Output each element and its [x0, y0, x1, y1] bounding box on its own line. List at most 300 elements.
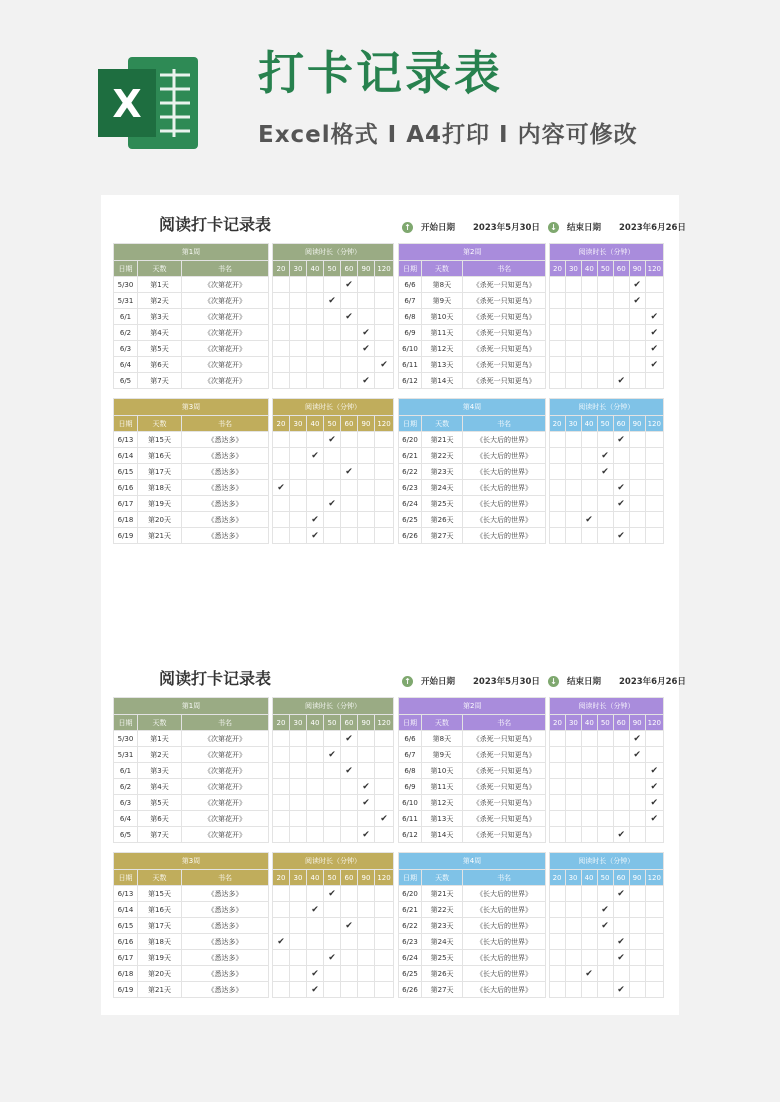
duration-cell[interactable] [358, 277, 375, 293]
duration-cell[interactable] [290, 341, 307, 357]
duration-cell[interactable] [290, 357, 307, 373]
duration-cell[interactable] [358, 432, 375, 448]
duration-cell[interactable] [581, 763, 597, 779]
duration-cell[interactable] [273, 886, 290, 902]
duration-cell[interactable] [307, 918, 324, 934]
duration-cell[interactable] [341, 512, 358, 528]
duration-cell[interactable] [290, 277, 307, 293]
duration-cell[interactable] [307, 950, 324, 966]
duration-cell[interactable] [597, 763, 613, 779]
duration-cell[interactable] [565, 763, 581, 779]
check-mark-icon[interactable]: ✔ [358, 779, 375, 795]
duration-cell[interactable] [613, 747, 629, 763]
duration-cell[interactable] [307, 309, 324, 325]
duration-cell[interactable] [645, 918, 663, 934]
check-mark-icon[interactable]: ✔ [581, 512, 597, 528]
duration-cell[interactable] [290, 464, 307, 480]
check-mark-icon[interactable]: ✔ [629, 293, 645, 309]
duration-cell[interactable] [375, 512, 394, 528]
duration-cell[interactable] [341, 886, 358, 902]
duration-cell[interactable] [358, 950, 375, 966]
duration-cell[interactable] [629, 827, 645, 843]
duration-cell[interactable] [375, 779, 394, 795]
duration-cell[interactable] [565, 966, 581, 982]
duration-cell[interactable] [341, 480, 358, 496]
duration-cell[interactable] [290, 373, 307, 389]
duration-cell[interactable] [581, 325, 597, 341]
duration-cell[interactable] [307, 464, 324, 480]
duration-cell[interactable] [341, 902, 358, 918]
duration-cell[interactable] [550, 763, 566, 779]
check-mark-icon[interactable]: ✔ [645, 341, 663, 357]
duration-cell[interactable] [341, 795, 358, 811]
duration-cell[interactable] [341, 950, 358, 966]
check-mark-icon[interactable]: ✔ [324, 293, 341, 309]
check-mark-icon[interactable]: ✔ [629, 277, 645, 293]
duration-cell[interactable] [307, 373, 324, 389]
duration-cell[interactable] [307, 795, 324, 811]
duration-cell[interactable] [273, 795, 290, 811]
duration-cell[interactable] [581, 779, 597, 795]
duration-cell[interactable] [375, 432, 394, 448]
duration-cell[interactable] [550, 325, 566, 341]
duration-cell[interactable] [629, 325, 645, 341]
duration-cell[interactable] [629, 966, 645, 982]
duration-cell[interactable] [290, 325, 307, 341]
duration-cell[interactable] [645, 731, 663, 747]
duration-cell[interactable] [597, 747, 613, 763]
check-mark-icon[interactable]: ✔ [581, 966, 597, 982]
check-mark-icon[interactable]: ✔ [613, 480, 629, 496]
check-mark-icon[interactable]: ✔ [645, 325, 663, 341]
duration-cell[interactable] [549, 464, 565, 480]
duration-cell[interactable] [565, 982, 581, 998]
check-mark-icon[interactable]: ✔ [307, 982, 324, 998]
duration-cell[interactable] [645, 277, 663, 293]
duration-cell[interactable] [341, 827, 358, 843]
duration-cell[interactable] [549, 886, 565, 902]
duration-cell[interactable] [581, 811, 597, 827]
duration-cell[interactable] [613, 357, 629, 373]
duration-cell[interactable] [613, 795, 629, 811]
duration-cell[interactable] [358, 309, 375, 325]
duration-cell[interactable] [549, 512, 565, 528]
duration-cell[interactable] [375, 464, 394, 480]
duration-cell[interactable] [273, 528, 290, 544]
duration-cell[interactable] [597, 966, 613, 982]
duration-cell[interactable] [613, 464, 629, 480]
duration-cell[interactable] [613, 341, 629, 357]
duration-cell[interactable] [375, 528, 394, 544]
check-mark-icon[interactable]: ✔ [613, 827, 629, 843]
duration-cell[interactable] [324, 795, 341, 811]
duration-cell[interactable] [597, 277, 613, 293]
duration-cell[interactable] [273, 309, 290, 325]
duration-cell[interactable] [290, 293, 307, 309]
duration-cell[interactable] [375, 747, 394, 763]
check-mark-icon[interactable]: ✔ [341, 309, 358, 325]
duration-cell[interactable] [629, 902, 645, 918]
duration-cell[interactable] [341, 448, 358, 464]
duration-cell[interactable] [645, 373, 663, 389]
duration-cell[interactable] [613, 731, 629, 747]
duration-cell[interactable] [375, 950, 394, 966]
duration-cell[interactable] [273, 966, 290, 982]
duration-cell[interactable] [290, 512, 307, 528]
duration-cell[interactable] [613, 448, 629, 464]
duration-cell[interactable] [290, 950, 307, 966]
duration-cell[interactable] [307, 811, 324, 827]
duration-cell[interactable] [597, 811, 613, 827]
duration-cell[interactable] [358, 902, 375, 918]
duration-cell[interactable] [549, 496, 565, 512]
duration-cell[interactable] [290, 528, 307, 544]
duration-cell[interactable] [645, 827, 663, 843]
duration-cell[interactable] [375, 902, 394, 918]
duration-cell[interactable] [307, 432, 324, 448]
duration-cell[interactable] [375, 293, 394, 309]
check-mark-icon[interactable]: ✔ [307, 902, 324, 918]
duration-cell[interactable] [550, 795, 566, 811]
duration-cell[interactable] [645, 512, 663, 528]
duration-cell[interactable] [273, 448, 290, 464]
duration-cell[interactable] [581, 448, 597, 464]
duration-cell[interactable] [307, 293, 324, 309]
duration-cell[interactable] [324, 934, 341, 950]
duration-cell[interactable] [324, 811, 341, 827]
check-mark-icon[interactable]: ✔ [324, 496, 341, 512]
duration-cell[interactable] [273, 747, 290, 763]
duration-cell[interactable] [358, 763, 375, 779]
duration-cell[interactable] [565, 496, 581, 512]
duration-cell[interactable] [375, 309, 394, 325]
duration-cell[interactable] [324, 528, 341, 544]
check-mark-icon[interactable]: ✔ [341, 918, 358, 934]
duration-cell[interactable] [597, 293, 613, 309]
duration-cell[interactable] [549, 902, 565, 918]
duration-cell[interactable] [629, 357, 645, 373]
duration-cell[interactable] [324, 763, 341, 779]
duration-cell[interactable] [613, 779, 629, 795]
duration-cell[interactable] [565, 464, 581, 480]
check-mark-icon[interactable]: ✔ [597, 902, 613, 918]
duration-cell[interactable] [290, 827, 307, 843]
duration-cell[interactable] [629, 934, 645, 950]
check-mark-icon[interactable]: ✔ [307, 512, 324, 528]
duration-cell[interactable] [375, 886, 394, 902]
duration-cell[interactable] [629, 496, 645, 512]
duration-cell[interactable] [629, 373, 645, 389]
duration-cell[interactable] [629, 448, 645, 464]
duration-cell[interactable] [290, 480, 307, 496]
duration-cell[interactable] [324, 731, 341, 747]
duration-cell[interactable] [565, 277, 581, 293]
duration-cell[interactable] [581, 373, 597, 389]
duration-cell[interactable] [550, 747, 566, 763]
duration-cell[interactable] [290, 309, 307, 325]
check-mark-icon[interactable]: ✔ [645, 309, 663, 325]
check-mark-icon[interactable]: ✔ [645, 811, 663, 827]
duration-cell[interactable] [341, 811, 358, 827]
duration-cell[interactable] [565, 747, 581, 763]
check-mark-icon[interactable]: ✔ [613, 950, 629, 966]
check-mark-icon[interactable]: ✔ [613, 528, 629, 544]
duration-cell[interactable] [581, 982, 597, 998]
check-mark-icon[interactable]: ✔ [375, 811, 394, 827]
duration-cell[interactable] [358, 512, 375, 528]
duration-cell[interactable] [307, 277, 324, 293]
duration-cell[interactable] [324, 982, 341, 998]
duration-cell[interactable] [550, 731, 566, 747]
duration-cell[interactable] [341, 528, 358, 544]
duration-cell[interactable] [613, 918, 629, 934]
duration-cell[interactable] [375, 763, 394, 779]
duration-cell[interactable] [550, 293, 566, 309]
duration-cell[interactable] [273, 902, 290, 918]
duration-cell[interactable] [629, 341, 645, 357]
duration-cell[interactable] [597, 341, 613, 357]
duration-cell[interactable] [581, 293, 597, 309]
duration-cell[interactable] [629, 918, 645, 934]
check-mark-icon[interactable]: ✔ [358, 341, 375, 357]
duration-cell[interactable] [645, 747, 663, 763]
duration-cell[interactable] [273, 512, 290, 528]
duration-cell[interactable] [613, 325, 629, 341]
duration-cell[interactable] [324, 277, 341, 293]
duration-cell[interactable] [549, 480, 565, 496]
duration-cell[interactable] [290, 779, 307, 795]
check-mark-icon[interactable]: ✔ [629, 731, 645, 747]
duration-cell[interactable] [273, 293, 290, 309]
duration-cell[interactable] [629, 811, 645, 827]
duration-cell[interactable] [550, 779, 566, 795]
duration-cell[interactable] [358, 496, 375, 512]
duration-cell[interactable] [358, 811, 375, 827]
duration-cell[interactable] [550, 357, 566, 373]
check-mark-icon[interactable]: ✔ [645, 779, 663, 795]
duration-cell[interactable] [550, 309, 566, 325]
duration-cell[interactable] [581, 886, 597, 902]
duration-cell[interactable] [565, 934, 581, 950]
check-mark-icon[interactable]: ✔ [324, 432, 341, 448]
duration-cell[interactable] [597, 512, 613, 528]
check-mark-icon[interactable]: ✔ [307, 966, 324, 982]
duration-cell[interactable] [550, 827, 566, 843]
duration-cell[interactable] [597, 373, 613, 389]
duration-cell[interactable] [581, 432, 597, 448]
duration-cell[interactable] [565, 811, 581, 827]
duration-cell[interactable] [597, 795, 613, 811]
check-mark-icon[interactable]: ✔ [358, 795, 375, 811]
duration-cell[interactable] [629, 795, 645, 811]
duration-cell[interactable] [375, 480, 394, 496]
duration-cell[interactable] [581, 918, 597, 934]
check-mark-icon[interactable]: ✔ [324, 747, 341, 763]
duration-cell[interactable] [375, 934, 394, 950]
duration-cell[interactable] [290, 886, 307, 902]
duration-cell[interactable] [341, 779, 358, 795]
duration-cell[interactable] [565, 325, 581, 341]
duration-cell[interactable] [565, 448, 581, 464]
duration-cell[interactable] [549, 966, 565, 982]
check-mark-icon[interactable]: ✔ [341, 464, 358, 480]
duration-cell[interactable] [629, 512, 645, 528]
check-mark-icon[interactable]: ✔ [273, 480, 290, 496]
duration-cell[interactable] [307, 341, 324, 357]
duration-cell[interactable] [565, 528, 581, 544]
duration-cell[interactable] [375, 731, 394, 747]
duration-cell[interactable] [645, 528, 663, 544]
duration-cell[interactable] [324, 357, 341, 373]
duration-cell[interactable] [549, 982, 565, 998]
duration-cell[interactable] [375, 341, 394, 357]
duration-cell[interactable] [565, 293, 581, 309]
duration-cell[interactable] [549, 432, 565, 448]
check-mark-icon[interactable]: ✔ [358, 325, 375, 341]
duration-cell[interactable] [565, 950, 581, 966]
duration-cell[interactable] [581, 464, 597, 480]
duration-cell[interactable] [597, 309, 613, 325]
duration-cell[interactable] [375, 325, 394, 341]
duration-cell[interactable] [375, 966, 394, 982]
duration-cell[interactable] [273, 779, 290, 795]
duration-cell[interactable] [565, 309, 581, 325]
duration-cell[interactable] [307, 934, 324, 950]
duration-cell[interactable] [290, 811, 307, 827]
duration-cell[interactable] [581, 747, 597, 763]
duration-cell[interactable] [341, 293, 358, 309]
duration-cell[interactable] [358, 934, 375, 950]
duration-cell[interactable] [375, 277, 394, 293]
duration-cell[interactable] [307, 357, 324, 373]
duration-cell[interactable] [273, 357, 290, 373]
duration-cell[interactable] [645, 934, 663, 950]
duration-cell[interactable] [307, 496, 324, 512]
duration-cell[interactable] [629, 480, 645, 496]
check-mark-icon[interactable]: ✔ [341, 731, 358, 747]
duration-cell[interactable] [307, 827, 324, 843]
check-mark-icon[interactable]: ✔ [307, 528, 324, 544]
duration-cell[interactable] [565, 357, 581, 373]
duration-cell[interactable] [273, 731, 290, 747]
duration-cell[interactable] [597, 827, 613, 843]
check-mark-icon[interactable]: ✔ [613, 934, 629, 950]
duration-cell[interactable] [307, 886, 324, 902]
duration-cell[interactable] [375, 795, 394, 811]
duration-cell[interactable] [290, 918, 307, 934]
duration-cell[interactable] [341, 982, 358, 998]
duration-cell[interactable] [375, 918, 394, 934]
duration-cell[interactable] [597, 357, 613, 373]
check-mark-icon[interactable]: ✔ [629, 747, 645, 763]
check-mark-icon[interactable]: ✔ [613, 982, 629, 998]
duration-cell[interactable] [307, 763, 324, 779]
duration-cell[interactable] [581, 731, 597, 747]
check-mark-icon[interactable]: ✔ [613, 373, 629, 389]
duration-cell[interactable] [581, 934, 597, 950]
duration-cell[interactable] [613, 811, 629, 827]
duration-cell[interactable] [375, 982, 394, 998]
duration-cell[interactable] [290, 432, 307, 448]
duration-cell[interactable] [358, 464, 375, 480]
duration-cell[interactable] [645, 982, 663, 998]
duration-cell[interactable] [597, 779, 613, 795]
duration-cell[interactable] [358, 357, 375, 373]
duration-cell[interactable] [565, 902, 581, 918]
duration-cell[interactable] [358, 480, 375, 496]
duration-cell[interactable] [581, 827, 597, 843]
duration-cell[interactable] [273, 277, 290, 293]
duration-cell[interactable] [307, 731, 324, 747]
duration-cell[interactable] [613, 277, 629, 293]
duration-cell[interactable] [273, 763, 290, 779]
check-mark-icon[interactable]: ✔ [375, 357, 394, 373]
check-mark-icon[interactable]: ✔ [597, 918, 613, 934]
duration-cell[interactable] [597, 982, 613, 998]
duration-cell[interactable] [290, 747, 307, 763]
duration-cell[interactable] [629, 432, 645, 448]
duration-cell[interactable] [341, 325, 358, 341]
duration-cell[interactable] [341, 341, 358, 357]
duration-cell[interactable] [549, 448, 565, 464]
check-mark-icon[interactable]: ✔ [645, 795, 663, 811]
duration-cell[interactable] [341, 496, 358, 512]
duration-cell[interactable] [341, 432, 358, 448]
check-mark-icon[interactable]: ✔ [597, 448, 613, 464]
duration-cell[interactable] [273, 464, 290, 480]
duration-cell[interactable] [629, 464, 645, 480]
duration-cell[interactable] [273, 827, 290, 843]
duration-cell[interactable] [550, 277, 566, 293]
check-mark-icon[interactable]: ✔ [613, 432, 629, 448]
duration-cell[interactable] [324, 464, 341, 480]
duration-cell[interactable] [324, 309, 341, 325]
duration-cell[interactable] [273, 373, 290, 389]
duration-cell[interactable] [645, 432, 663, 448]
duration-cell[interactable] [550, 373, 566, 389]
duration-cell[interactable] [581, 902, 597, 918]
duration-cell[interactable] [613, 763, 629, 779]
duration-cell[interactable] [324, 827, 341, 843]
duration-cell[interactable] [273, 325, 290, 341]
duration-cell[interactable] [375, 373, 394, 389]
duration-cell[interactable] [613, 512, 629, 528]
duration-cell[interactable] [645, 496, 663, 512]
check-mark-icon[interactable]: ✔ [341, 277, 358, 293]
check-mark-icon[interactable]: ✔ [358, 827, 375, 843]
duration-cell[interactable] [565, 512, 581, 528]
duration-cell[interactable] [358, 293, 375, 309]
duration-cell[interactable] [290, 795, 307, 811]
duration-cell[interactable] [290, 934, 307, 950]
check-mark-icon[interactable]: ✔ [273, 934, 290, 950]
duration-cell[interactable] [549, 528, 565, 544]
duration-cell[interactable] [549, 934, 565, 950]
duration-cell[interactable] [358, 747, 375, 763]
duration-cell[interactable] [565, 918, 581, 934]
duration-cell[interactable] [613, 309, 629, 325]
duration-cell[interactable] [358, 528, 375, 544]
duration-cell[interactable] [629, 309, 645, 325]
duration-cell[interactable] [273, 982, 290, 998]
duration-cell[interactable] [629, 763, 645, 779]
duration-cell[interactable] [290, 982, 307, 998]
check-mark-icon[interactable]: ✔ [613, 886, 629, 902]
duration-cell[interactable] [565, 432, 581, 448]
duration-cell[interactable] [324, 373, 341, 389]
duration-cell[interactable] [341, 357, 358, 373]
duration-cell[interactable] [629, 886, 645, 902]
